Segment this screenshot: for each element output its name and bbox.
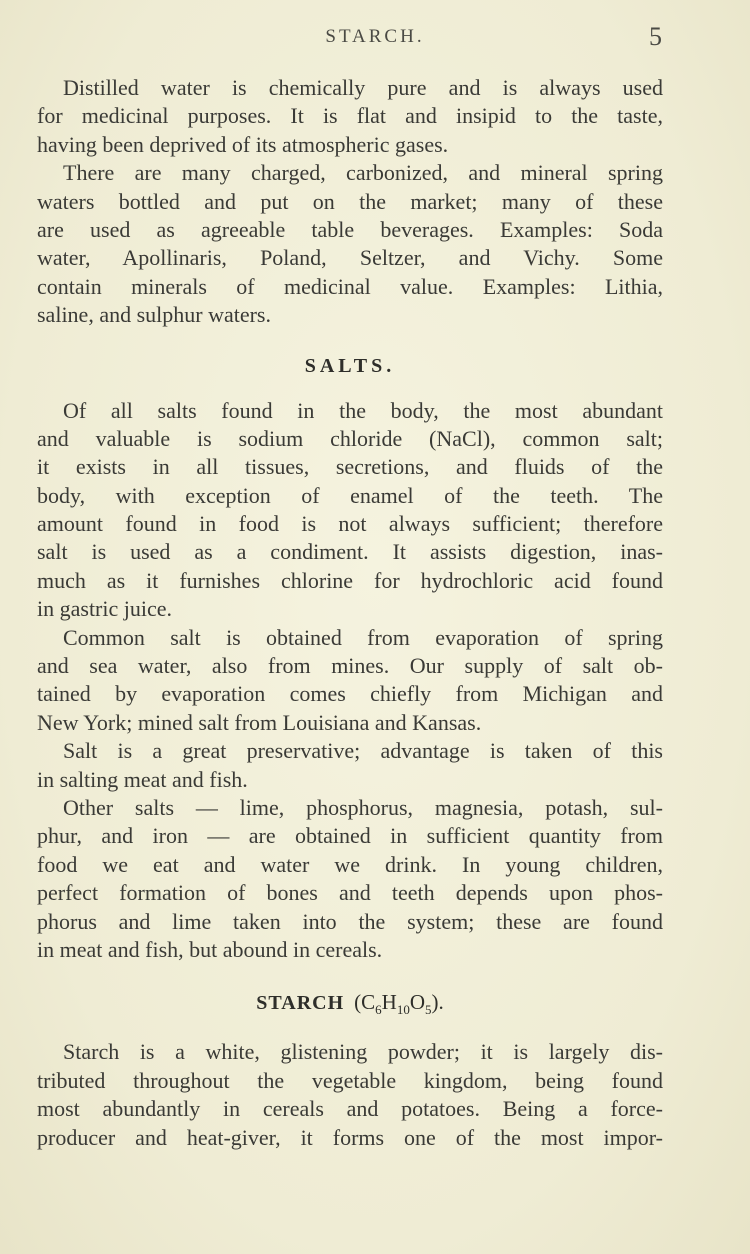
formula-part: H [381,990,397,1015]
body-text [37,74,663,1152]
text-line: for medicinal purposes. It is flat and insipid to the taste, [37,103,663,129]
text-line: Distilled water is chemically pure and is always used [63,75,663,100]
text-line: water, Apollinaris, Poland, Seltzer, and Vichy. Some [37,245,663,271]
formula-subscript: 10 [396,1002,410,1018]
text-line: in salting meat and fish. [37,766,248,792]
text-line: phorus and lime taken into the system; these are found [37,908,663,934]
text-line: tained by evaporation comes chiefly from Michigan and [37,681,663,707]
text-line: perfect formation of bones and teeth depends upon phos- [37,880,663,906]
text-line: Common salt is obtained from evaporation of spring [63,624,663,650]
text-line: New York; mined salt from Louisiana and Kansas. [37,709,482,735]
formula-subscript: 6 [375,1002,382,1018]
text-line: Salt is a great preservative; advantage is taken of this [63,738,663,764]
text-line: and valuable is sodium chloride (NaCl), common salt; [37,425,663,451]
running-title: STARCH. [325,26,425,47]
text-line: waters bottled and put on the market; many of these [37,188,663,214]
text-line: in gastric juice. [37,596,173,622]
text-line: producer and heat-giver, it forms one of the most impor- [37,1124,663,1150]
text-line: it exists in all tissues, secretions, and fluids of the [37,454,663,480]
section-heading-salts: SALTS. [304,354,396,377]
text-line: having been deprived of its atmospheric gases. [37,131,449,157]
text-line: amount found in food is not always sufficient; therefore [37,511,663,537]
text-line: body, with exception of enamel of the teeth. The [37,482,663,508]
formula-subscript: 5 [424,1002,432,1018]
text-line: Starch is a white, glistening powder; it is largely dis- [63,1039,663,1065]
text-line: and sea water, also from mines. Our supply of salt ob- [37,653,663,679]
text-line: salt is used as a condiment. It assists digestion, inas- [37,539,663,565]
text-line: There are many charged, carbonized, and mineral spring [63,160,663,186]
text-line: Other salts — lime, phosphorus, magnesia, potash, sul- [63,794,663,820]
starch-formula [354,990,444,1018]
text-line: phur, and iron — are obtained in sufficient quantity from [37,823,663,849]
formula-part: O [409,990,425,1015]
text-line: saline, and sulphur waters. [37,302,271,328]
page-number: 5 [649,22,662,51]
text-line: are used as agreeable table beverages. Examples: Soda [37,216,663,242]
text-line: most abundantly in cereals and potatoes. Being a force- [37,1096,663,1122]
section-heading-starch [37,984,663,1020]
text-line: much as it furnishes chlorine for hydrochloric acid found [37,567,663,593]
text-line: contain minerals of medicinal value. Examples: Lithia, [37,273,663,299]
text-line: tributed throughout the vegetable kingdom, being found [37,1067,663,1093]
formula-part: ). [431,990,444,1015]
text-line: in meat and fish, but abound in cereals. [37,936,383,962]
formula-part: (C [354,990,376,1015]
text-line: food we eat and water we drink. In young children, [37,851,663,877]
running-head [0,22,750,52]
starch-heading-title: STARCH [256,992,345,1015]
text-line: Of all salts found in the body, the most abundant [63,397,663,423]
